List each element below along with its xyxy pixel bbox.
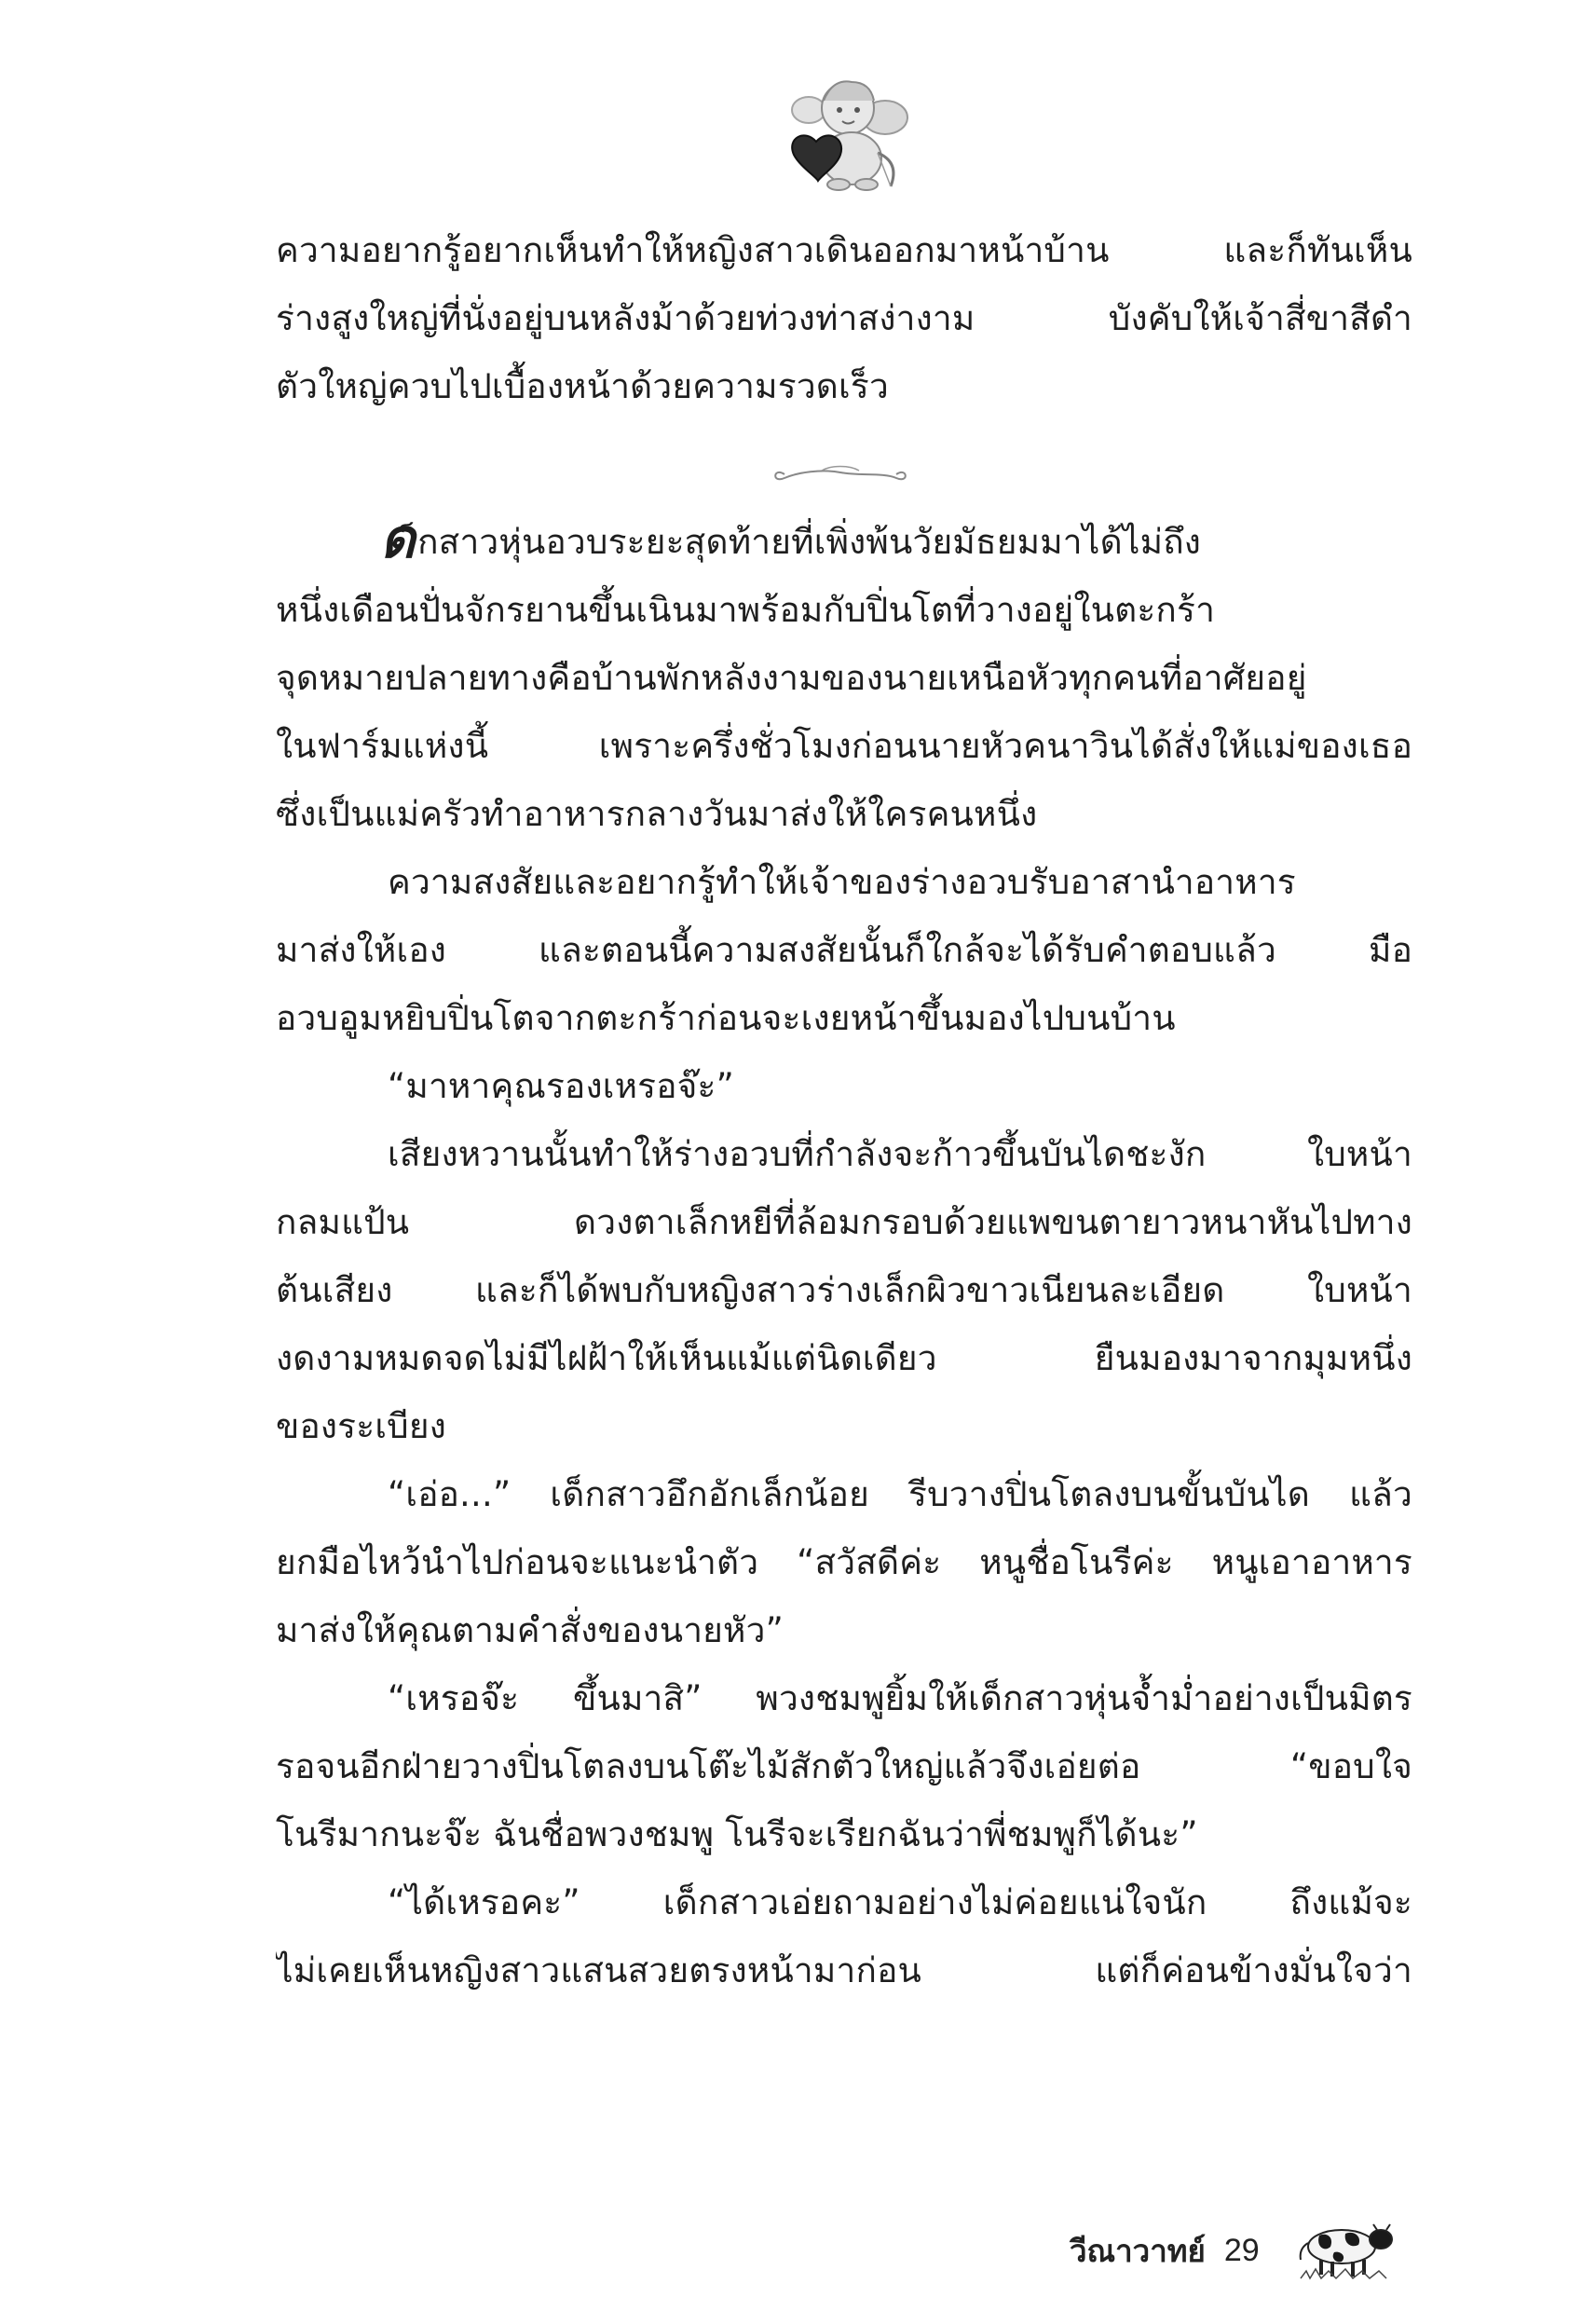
text-line: เสียงหวานนั้นทำให้ร่างอวบที่กำลังจะก้าวขึ้นบันไดชะงัก ใบหน้า	[388, 1134, 1412, 1174]
text-line: ของระเบียง	[276, 1406, 447, 1446]
text-line: ไม่เคยเห็นหญิงสาวแสนสวยตรงหน้ามาก่อน แต่ก็ค่อนข้างมั่นใจว่า	[276, 1950, 1412, 1990]
ornament-divider-icon	[766, 459, 915, 489]
text-line: ตัวใหญ่ควบไปเบื้องหน้าด้วยความรวดเร็ว	[276, 366, 889, 406]
text-line: “เอ่อ...” เด็กสาวอึกอักเล็กน้อย รีบวางปิ่นโตลงบนขั้นบันได แล้ว	[388, 1474, 1412, 1514]
intro-paragraph	[276, 216, 1412, 420]
text-line: ความสงสัยและอยากรู้ทำให้เจ้าของร่างอวบรับอาสานำอาหาร	[388, 862, 1296, 902]
page-number: 29	[1223, 2232, 1260, 2268]
text-line: หนึ่งเดือนปั่นจักรยานขึ้นเนินมาพร้อมกับปิ่นโตที่วางอยู่ในตะกร้า	[276, 590, 1216, 630]
text-line: ด็กสาวหุ่นอวบระยะสุดท้ายที่เพิ่งพ้นวัยมัธยมมาได้ไม่ถึง	[380, 508, 1202, 570]
text-line: มาส่งให้คุณตามคำสั่งของนายหัว”	[276, 1610, 784, 1650]
main-body	[276, 508, 1412, 2004]
text-line: ความอยากรู้อยากเห็นทำให้หญิงสาวเดินออกมาหน้าบ้าน และก็ทันเห็น	[276, 230, 1412, 270]
text-line: จุดหมายปลายทางคือบ้านพักหลังงามของนายเหนือหัวทุกคนที่อาศัยอยู่	[276, 658, 1307, 698]
drop-cap: ด	[380, 508, 416, 570]
text-line: “เหรอจ๊ะ ขึ้นมาสิ” พวงชมพูยิ้มให้เด็กสาวหุ่นจ้ำม่ำอย่างเป็นมิตร	[388, 1678, 1412, 1718]
text-line: “มาหาคุณรองเหรอจ๊ะ”	[388, 1066, 734, 1106]
text-line: ในฟาร์มแห่งนี้ เพราะครึ่งชั่วโมงก่อนนายหัวคนาวินได้สั่งให้แม่ของเธอ	[276, 726, 1412, 766]
text-line: ซึ่งเป็นแม่ครัวทำอาหารกลางวันมาส่งให้ใครคนหนึ่ง	[276, 794, 1038, 834]
text-line: ร่างสูงใหญ่ที่นั่งอยู่บนหลังม้าด้วยท่วงท่าสง่างาม บังคับให้เจ้าสี่ขาสีดำ	[276, 298, 1412, 338]
book-title: วีณาวาทย์	[1070, 2232, 1206, 2269]
text-line: มาส่งให้เอง และตอนนี้ความสงสัยนั้นก็ใกล้จะได้รับคำตอบแล้ว มือ	[276, 930, 1412, 970]
cow-icon	[1293, 2221, 1396, 2280]
page-footer	[1070, 2218, 1396, 2283]
text-line: ยกมือไหว้นำไปก่อนจะแนะนำตัว “สวัสดีค่ะ หนูชื่อโนรีค่ะ หนูเอาอาหาร	[276, 1542, 1412, 1582]
text-line: กลมแป้น ดวงตาเล็กหยีที่ล้อมกรอบด้วยแพขนตายาวหนาหันไปทาง	[276, 1202, 1412, 1242]
text-line: โนรีมากนะจ๊ะ ฉันชื่อพวงชมพู โนรีจะเรียกฉันว่าพี่ชมพูก็ได้นะ”	[276, 1814, 1198, 1854]
text-line: รอจนอีกฝ่ายวางปิ่นโตลงบนโต๊ะไม้สักตัวใหญ่แล้วจึงเอ่ยต่อ “ขอบใจ	[276, 1746, 1412, 1786]
cupid-heart-icon	[781, 73, 911, 194]
text-line: งดงามหมดจดไม่มีไฝฝ้าให้เห็นแม้แต่นิดเดียว ยืนมองมาจากมุมหนึ่ง	[276, 1338, 1412, 1378]
text-line: อวบอูมหยิบปิ่นโตจากตะกร้าก่อนจะเงยหน้าขึ้นมองไปบนบ้าน	[276, 998, 1176, 1038]
text-line: “ได้เหรอคะ” เด็กสาวเอ่ยถามอย่างไม่ค่อยแน่ใจนัก ถึงแม้จะ	[388, 1882, 1412, 1922]
text-line: ต้นเสียง และก็ได้พบกับหญิงสาวร่างเล็กผิวขาวเนียนละเอียด ใบหน้า	[276, 1270, 1412, 1310]
